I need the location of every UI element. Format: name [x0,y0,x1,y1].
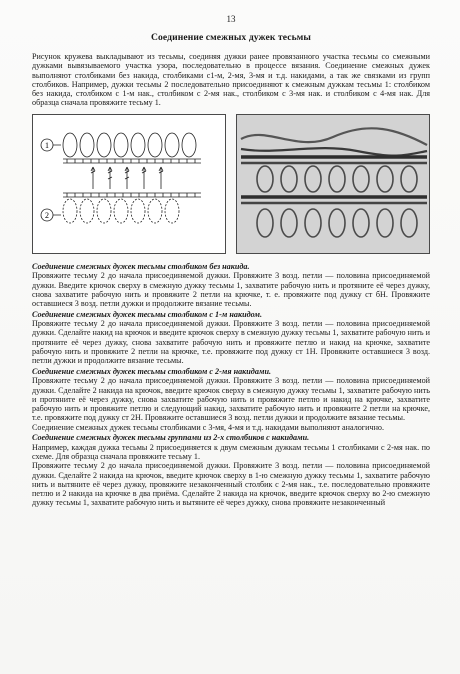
section-heading-2: Соединение смежных дужек тесьмы столбиком с 1-м накидом. [32,309,262,319]
section-heading-4: Соединение смежных дужек тесьмы группами из 2-х столбиков с накидами. [32,433,310,443]
section-3-paragraph-1: Провяжите тесьму 2 до начала присоединяемой дужки. Провяжите 3 возд. петли — половина присоединяемой дужки. Сделайте 2 накида на крючок, введите крючок сверху в смежную дужку тесьмы 1, захватите рабочую нить и протяните её через дужку, снова захватите рабочую нить и провяжите петлю и накид на крючке, захватите рабочую нить и провяжите петлю и следующий накид, захватите рабочую нить и провяжите 2 петли на крючке, т.е. провяжите под дужку ст 2Н. Провяжите оставшиеся 3 возд. петли дужки и продолжите вязание тесьмы. [32,376,430,423]
figures-row [32,114,430,256]
section-2-paragraph-1: Провяжите тесьму 2 до начала присоединяемой дужки. Провяжите 3 возд. петли — половина присоединяемой дужки. Сделайте накид на крючок и введите крючок сверху в смежную дужку тесьмы 1, захватите рабочую нить и протяните её через дужку, снова захватите рабочую нить и провяжите петлю и накид на крючке, захватите рабочую нить и провяжите 2 петли на крючке, т.е. провяжите под дужку ст 1Н. Провяжите оставшиеся 3 возд. петли дужки и продолжите вязание тесьмы. [32,319,430,366]
lace-sample-photo [236,114,430,254]
section-heading-3: Соединение смежных дужек тесьмы столбиком с 2-мя накидами. [32,366,271,376]
crochet-diagram [32,114,226,254]
section-4-paragraph-1: Например, каждая дужка тесьмы 2 присоединяется к двум смежным дужкам тесьмы 1 столбиками с 2-мя нак. по схеме. Для образца сначала провяжите тесьму 1. [32,442,430,461]
crochet-diagram-icon [33,115,225,253]
section-4-paragraph-2: Провяжите тесьму 2 до начала присоединяемой дужки. Провяжите 3 возд. петли — половина присоединяемой дужки. Сделайте 2 накида на крючок, введите крючок сверху в 1-ю смежную дужку тесьмы 1, захватите рабочую нить и вытяните её через дужку, провяжите незаконченный столбик с 2-мя нак., т.е. последовательно провяжите петлю и 2 накида на крючке в два приёма. Сделайте 2 накида на крючок, введите крючок сверху во 2-ю смежную дужку тесьмы 1, захватите рабочую нить и вытяните её через дужку, снова провяжите незаконченный [32,461,430,508]
section-heading-1: Соединение смежных дужек тесьмы столбиком без накида. [32,261,250,271]
intro-paragraph: Рисунок кружева выкладывают из тесьмы, соединяя дужки ранее провязанного участка тесьмы со смежными дужками вывязываемого участка узора, последовательно в процессе вязания. Соединение смежных дужек выполняют столбиками без накида, столбиками с1-м, 2-мя, 3-мя и т.д. накидами, а так же связками из групп столбиков. Например, дужки тесьмы 2 последовательно присоединяют к смежным дужкам тесьмы 1: столбиком без накида, столбиком с 1-м нак., столбиком с 2-мя нак., столбиком с 3-мя нак. и столбиком с 4-мя нак. Для образца сначала провяжите тесьму 1. [32,52,430,108]
page-number: 13 [226,14,236,24]
row-label-2: 2 [45,210,49,220]
section-3-paragraph-2: Соединение смежных дужек тесьмы столбиками с 3-мя, 4-мя и т.д. накидами выполняют аналогично. [32,422,385,432]
section-1-paragraph-1: Провяжите тесьму 2 до начала присоединяемой дужки. Провяжите 3 возд. петли — половина присоединяемой дужки. Введите крючок сверху в смежную дужку тесьмы 1, захватите рабочую нить и протяните её через дужку, снова захватите рабочую нить и провяжите 2 петли на крючке, т. е. провяжите под дужку ст бН. Провяжите оставшиеся 3 возд. петли дужки и продолжите вязание тесьмы. [32,271,430,309]
row-label-1: 1 [45,140,49,150]
page-title: Соединение смежных дужек тесьмы [150,32,312,43]
lace-sample-photo-icon [237,115,429,253]
